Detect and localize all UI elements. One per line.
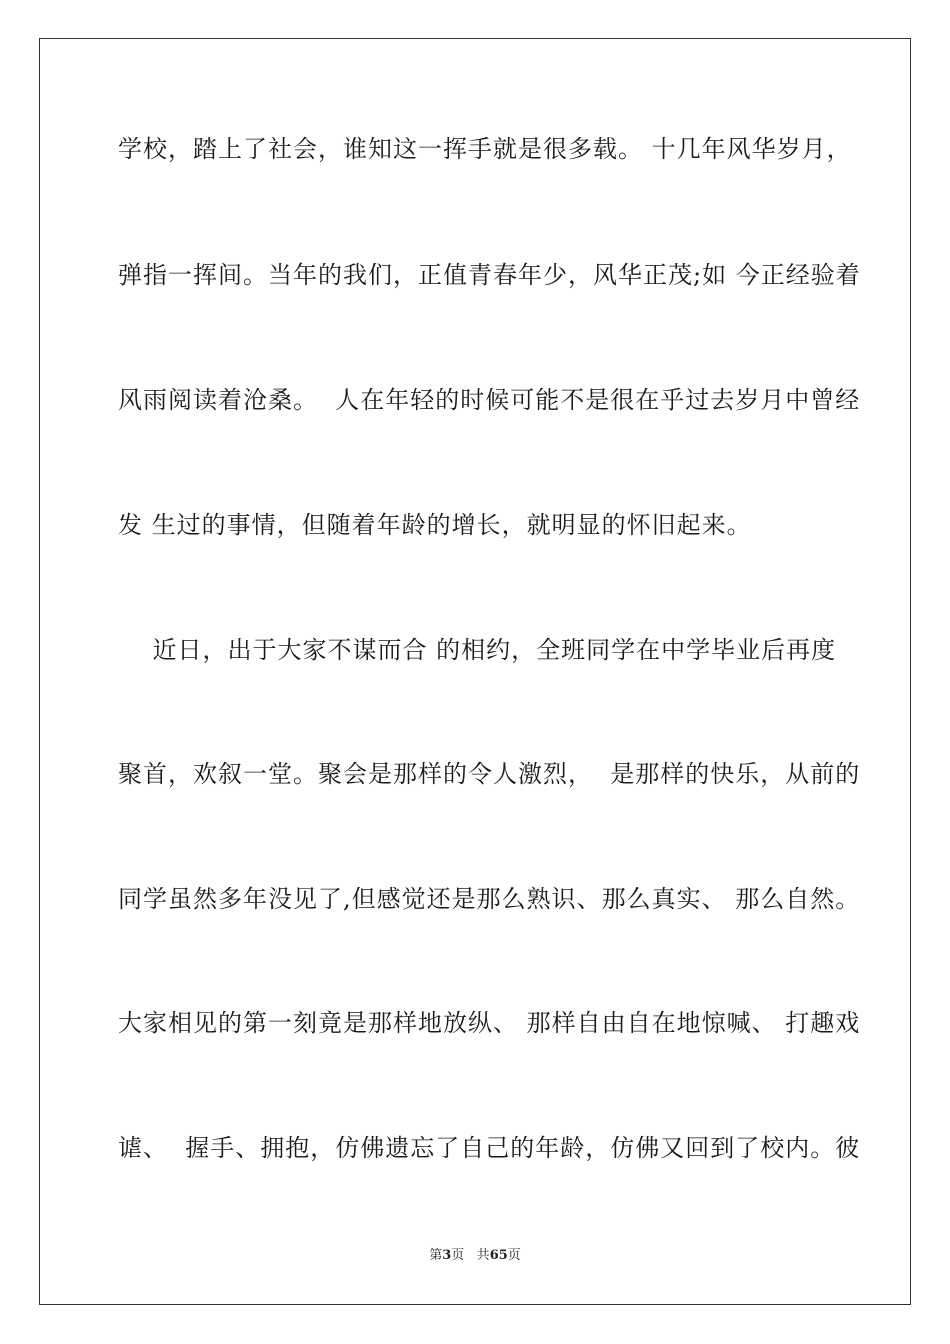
body-text-line: 发 生过的事情，但随着年龄的增长，就明显的怀旧起来。 [118, 511, 752, 539]
body-text-line: 谑、 握手、拥抱，仿佛遗忘了自己的年龄，仿佛又回到了校内。彼 [118, 1134, 861, 1162]
body-text-line: 弹指一挥间。当年的我们，正值青春年少，风华正茂;如 今正经验着 [118, 261, 861, 289]
paragraph-start-line: 近日，出于大家不谋而合 的相约，全班同学在中学毕业后再度 [118, 636, 837, 664]
page-prefix: 第 [429, 1248, 443, 1263]
body-text-line: 大家相见的第一刻竟是那样地放纵、 那样自由自在地惊喊、 打趣戏 [118, 1009, 861, 1037]
page-suffix: 页 [451, 1248, 465, 1263]
page-number: 3 [442, 1248, 452, 1263]
page-footer [0, 1247, 950, 1265]
body-text-line: 学校，踏上了社会，谁知这一挥手就是很多载。 十几年风华岁月， [118, 135, 852, 163]
body-text-line: 风雨阅读着沧桑。 人在年轻的时候可能不是很在乎过去岁月中曾经 [118, 386, 861, 414]
body-text-line: 聚首，欢叙一堂。聚会是那样的令人激烈， 是那样的快乐，从前的 [118, 760, 861, 788]
total-prefix: 共 [476, 1248, 490, 1263]
page-border [39, 38, 911, 1305]
total-pages: 65 [489, 1248, 508, 1263]
body-text-line: 同学虽然多年没见了,但感觉还是那么熟识、那么真实、 那么自然。 [118, 885, 861, 913]
total-suffix: 页 [507, 1248, 521, 1263]
